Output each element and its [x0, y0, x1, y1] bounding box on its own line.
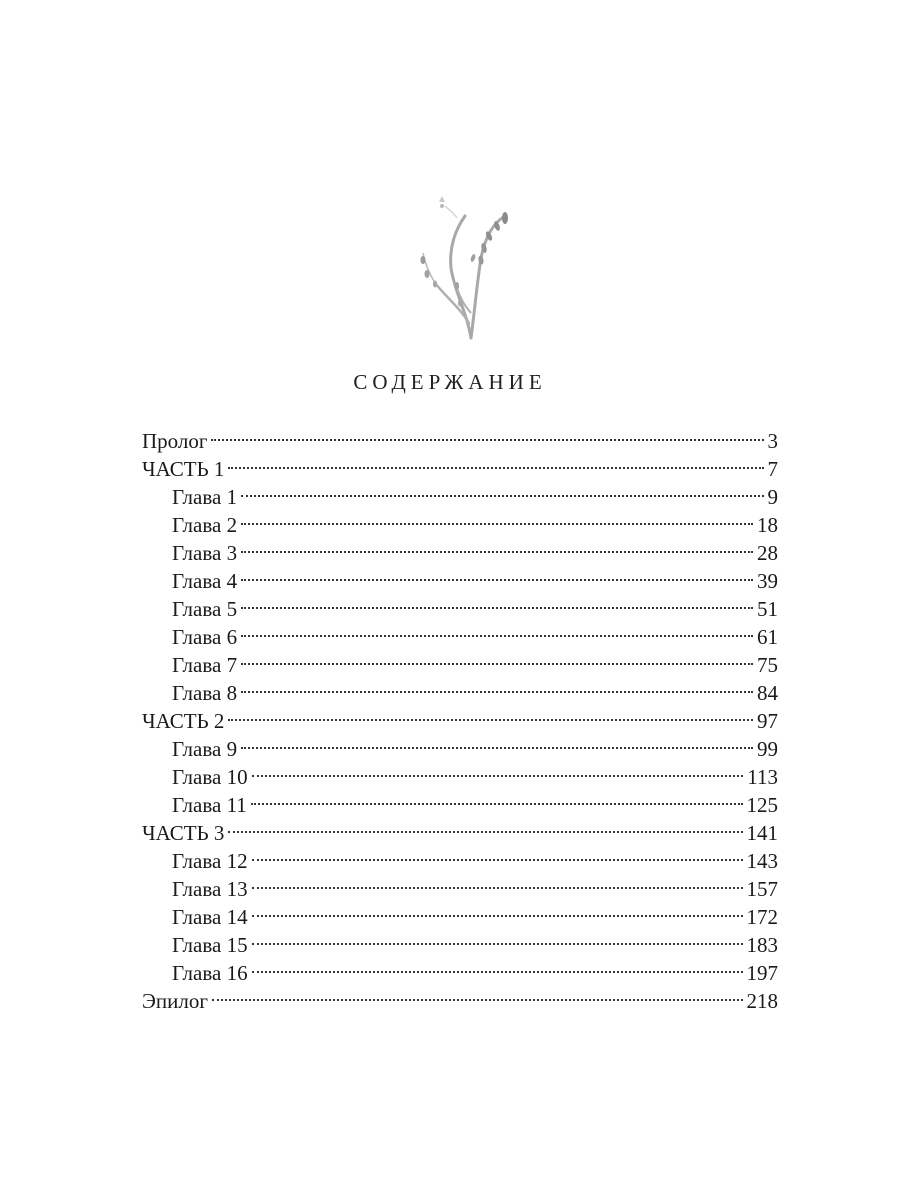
toc-entry-page: 172	[746, 905, 778, 929]
dot-leader	[239, 588, 755, 616]
toc-entry-page: 157	[746, 877, 778, 901]
dot-leader	[239, 476, 765, 504]
toc-entry-page: 97	[757, 709, 778, 733]
toc-entry-page: 141	[746, 821, 778, 845]
table-of-contents	[142, 420, 778, 1013]
dot-leader	[250, 952, 745, 980]
dot-leader	[226, 812, 744, 840]
toc-entry[interactable]	[142, 980, 778, 1013]
toc-entry-label: Глава 2	[172, 513, 238, 537]
toc-entry-label: Глава 5	[172, 597, 238, 621]
toc-entry-page: 39	[757, 569, 778, 593]
dot-leader	[239, 728, 755, 756]
dot-leader	[226, 448, 765, 476]
dot-leader	[226, 700, 755, 728]
toc-chapter-entry[interactable]	[142, 476, 778, 509]
toc-entry-label: Глава 6	[172, 625, 238, 649]
toc-entry-label: Глава 13	[172, 877, 248, 901]
dot-leader	[239, 616, 755, 644]
toc-entry-label: Эпилог	[142, 989, 208, 1013]
toc-entry-page: 51	[757, 597, 778, 621]
dot-leader	[239, 504, 755, 532]
toc-part-entry[interactable]	[142, 448, 778, 481]
toc-entry-page: 7	[767, 457, 778, 481]
dot-leader	[239, 560, 755, 588]
toc-entry-page: 113	[747, 765, 778, 789]
toc-title: СОДЕРЖАНИЕ	[353, 370, 547, 394]
toc-entry-page: 28	[757, 541, 778, 565]
toc-entry-label: Глава 3	[172, 541, 238, 565]
dot-leader	[239, 672, 755, 700]
dot-leader	[250, 896, 745, 924]
dot-leader	[239, 532, 755, 560]
toc-entry-label: Глава 4	[172, 569, 238, 593]
dot-leader	[250, 868, 745, 896]
toc-part-entry[interactable]	[142, 812, 778, 845]
toc-entry-label: Глава 14	[172, 905, 248, 929]
toc-entry-page: 125	[746, 793, 778, 817]
toc-entry-label: Глава 12	[172, 849, 248, 873]
toc-entry-label: Глава 7	[172, 653, 238, 677]
toc-entry-page: 84	[757, 681, 778, 705]
toc-chapter-entry[interactable]	[142, 840, 778, 873]
toc-entry-label: Пролог	[142, 429, 208, 453]
toc-entry-label: Глава 11	[172, 793, 247, 817]
toc-entry-label: ЧАСТЬ 3	[142, 821, 225, 845]
toc-entry-label: Глава 9	[172, 737, 238, 761]
dot-leader	[250, 924, 745, 952]
toc-entry-page: 75	[757, 653, 778, 677]
dot-leader	[239, 644, 755, 672]
flower-sprig-icon	[405, 188, 515, 348]
toc-entry-page: 183	[746, 933, 778, 957]
toc-entry-label: Глава 8	[172, 681, 238, 705]
toc-entry-page: 18	[757, 513, 778, 537]
toc-entry-page: 9	[767, 485, 778, 509]
toc-entry-label: ЧАСТЬ 2	[142, 709, 225, 733]
toc-chapter-entry[interactable]	[142, 728, 778, 761]
toc-entry-page: 3	[767, 429, 778, 453]
toc-part-entry[interactable]	[142, 700, 778, 733]
toc-entry-page: 197	[746, 961, 778, 985]
toc-entry-page: 61	[757, 625, 778, 649]
toc-entry-label: Глава 1	[172, 485, 238, 509]
toc-entry-page: 143	[746, 849, 778, 873]
toc-entry[interactable]	[142, 420, 778, 453]
toc-entry-page: 218	[746, 989, 778, 1013]
dot-leader	[249, 784, 745, 812]
dot-leader	[250, 756, 746, 784]
dot-leader	[209, 420, 765, 448]
toc-entry-label: Глава 16	[172, 961, 248, 985]
toc-entry-page: 99	[757, 737, 778, 761]
dot-leader	[210, 980, 745, 1008]
toc-entry-label: Глава 15	[172, 933, 248, 957]
toc-entry-label: Глава 10	[172, 765, 248, 789]
dot-leader	[250, 840, 745, 868]
toc-entry-label: ЧАСТЬ 1	[142, 457, 225, 481]
